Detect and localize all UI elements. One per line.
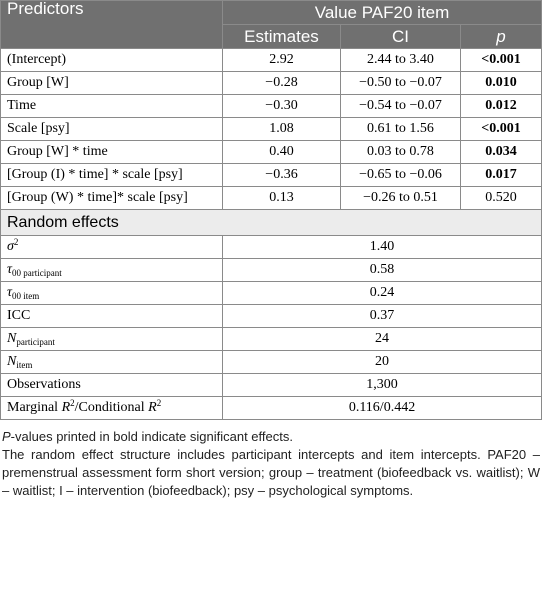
- table-row: [1, 164, 542, 187]
- label-sub: participant: [16, 337, 55, 347]
- random-effect-value: 0.37: [223, 305, 542, 328]
- ci-cell: −0.26 to 0.51: [341, 187, 461, 210]
- header-p: p: [461, 25, 542, 49]
- random-effect-value: 1.40: [223, 236, 542, 259]
- table-row: [1, 351, 542, 374]
- header-row: [1, 1, 542, 25]
- estimate-cell: 1.08: [223, 118, 341, 141]
- table-row: [1, 328, 542, 351]
- table-row: [1, 236, 542, 259]
- header-ci: CI: [341, 25, 461, 49]
- label-sub: item: [16, 360, 33, 370]
- random-effect-label: [1, 397, 223, 420]
- table-notes: [0, 428, 542, 500]
- header-estimates: Estimates: [223, 25, 341, 49]
- table-row: [1, 95, 542, 118]
- p-cell: 0.010: [461, 72, 542, 95]
- random-effect-value: 20: [223, 351, 542, 374]
- p-cell: 0.017: [461, 164, 542, 187]
- random-effect-label: Observations: [1, 374, 223, 397]
- predictor-cell: (Intercept): [1, 49, 223, 72]
- label-symbol: τ: [7, 262, 13, 277]
- table-row: [1, 259, 542, 282]
- table-row: [1, 282, 542, 305]
- random-effect-label: [1, 259, 223, 282]
- table-row: [1, 397, 542, 420]
- predictor-cell: Scale [psy]: [1, 118, 223, 141]
- label-symbol: τ: [7, 285, 13, 300]
- random-effect-value: 1,300: [223, 374, 542, 397]
- header-predictors: Predictors: [1, 1, 223, 49]
- note-structure: The random effect structure includes participant intercepts and item intercepts. PAF20 – premenstrual assessment form short version; group – treatment (biofeedback vs. waitlist); W – waitlist; I – intervention (biofeedback); psy – psychological symptoms.: [2, 447, 540, 498]
- predictor-cell: Time: [1, 95, 223, 118]
- random-effects-header-row: [1, 210, 542, 236]
- predictor-cell: Group [W]: [1, 72, 223, 95]
- note-p-text: -values printed in bold indicate significant effects.: [10, 429, 293, 444]
- random-effect-value: 0.24: [223, 282, 542, 305]
- predictor-cell: [Group (I) * time] * scale [psy]: [1, 164, 223, 187]
- estimate-cell: −0.30: [223, 95, 341, 118]
- p-cell: 0.034: [461, 141, 542, 164]
- ci-cell: −0.65 to −0.06: [341, 164, 461, 187]
- label-sub: 00 item: [12, 291, 40, 301]
- label-symbol: N: [7, 331, 17, 346]
- ci-cell: 0.03 to 0.78: [341, 141, 461, 164]
- table-row: [1, 305, 542, 328]
- estimate-cell: 2.92: [223, 49, 341, 72]
- table-row: [1, 187, 542, 210]
- estimate-cell: −0.36: [223, 164, 341, 187]
- estimate-cell: −0.28: [223, 72, 341, 95]
- ci-cell: 0.61 to 1.56: [341, 118, 461, 141]
- label-sup: 2: [13, 237, 19, 247]
- label-symbol: σ: [7, 239, 14, 254]
- random-effect-value: 24: [223, 328, 542, 351]
- note-significance: [2, 428, 540, 446]
- label-sub: 00 participant: [12, 268, 62, 278]
- table-row: [1, 374, 542, 397]
- table-row: [1, 72, 542, 95]
- random-effect-label: [1, 328, 223, 351]
- estimate-cell: 0.13: [223, 187, 341, 210]
- label-symbol: N: [7, 354, 17, 369]
- label-text-a: Marginal: [7, 400, 62, 415]
- label-sup: 2: [156, 398, 162, 408]
- random-effect-label: [1, 351, 223, 374]
- note-p-letter: P: [2, 429, 11, 444]
- p-cell: <0.001: [461, 49, 542, 72]
- table-row: [1, 118, 542, 141]
- table-row: [1, 49, 542, 72]
- predictor-cell: [Group (W) * time]* scale [psy]: [1, 187, 223, 210]
- label-symbol: R: [148, 400, 157, 415]
- table-row: [1, 141, 542, 164]
- label-text-b: /Conditional: [74, 400, 149, 415]
- p-cell: <0.001: [461, 118, 542, 141]
- header-value: Value PAF20 item: [223, 1, 542, 25]
- ci-cell: −0.54 to −0.07: [341, 95, 461, 118]
- predictor-cell: Group [W] * time: [1, 141, 223, 164]
- label-symbol: R: [61, 400, 71, 415]
- ci-cell: −0.50 to −0.07: [341, 72, 461, 95]
- random-effect-value: 0.58: [223, 259, 542, 282]
- p-cell: 0.012: [461, 95, 542, 118]
- estimate-cell: 0.40: [223, 141, 341, 164]
- p-cell: 0.520: [461, 187, 542, 210]
- random-effect-value: 0.116/0.442: [223, 397, 542, 420]
- random-effect-label: [1, 236, 223, 259]
- label-sup: 2: [70, 398, 75, 408]
- random-effect-label: ICC: [1, 305, 223, 328]
- random-effects-title: Random effects: [1, 210, 542, 236]
- ci-cell: 2.44 to 3.40: [341, 49, 461, 72]
- random-effect-label: [1, 282, 223, 305]
